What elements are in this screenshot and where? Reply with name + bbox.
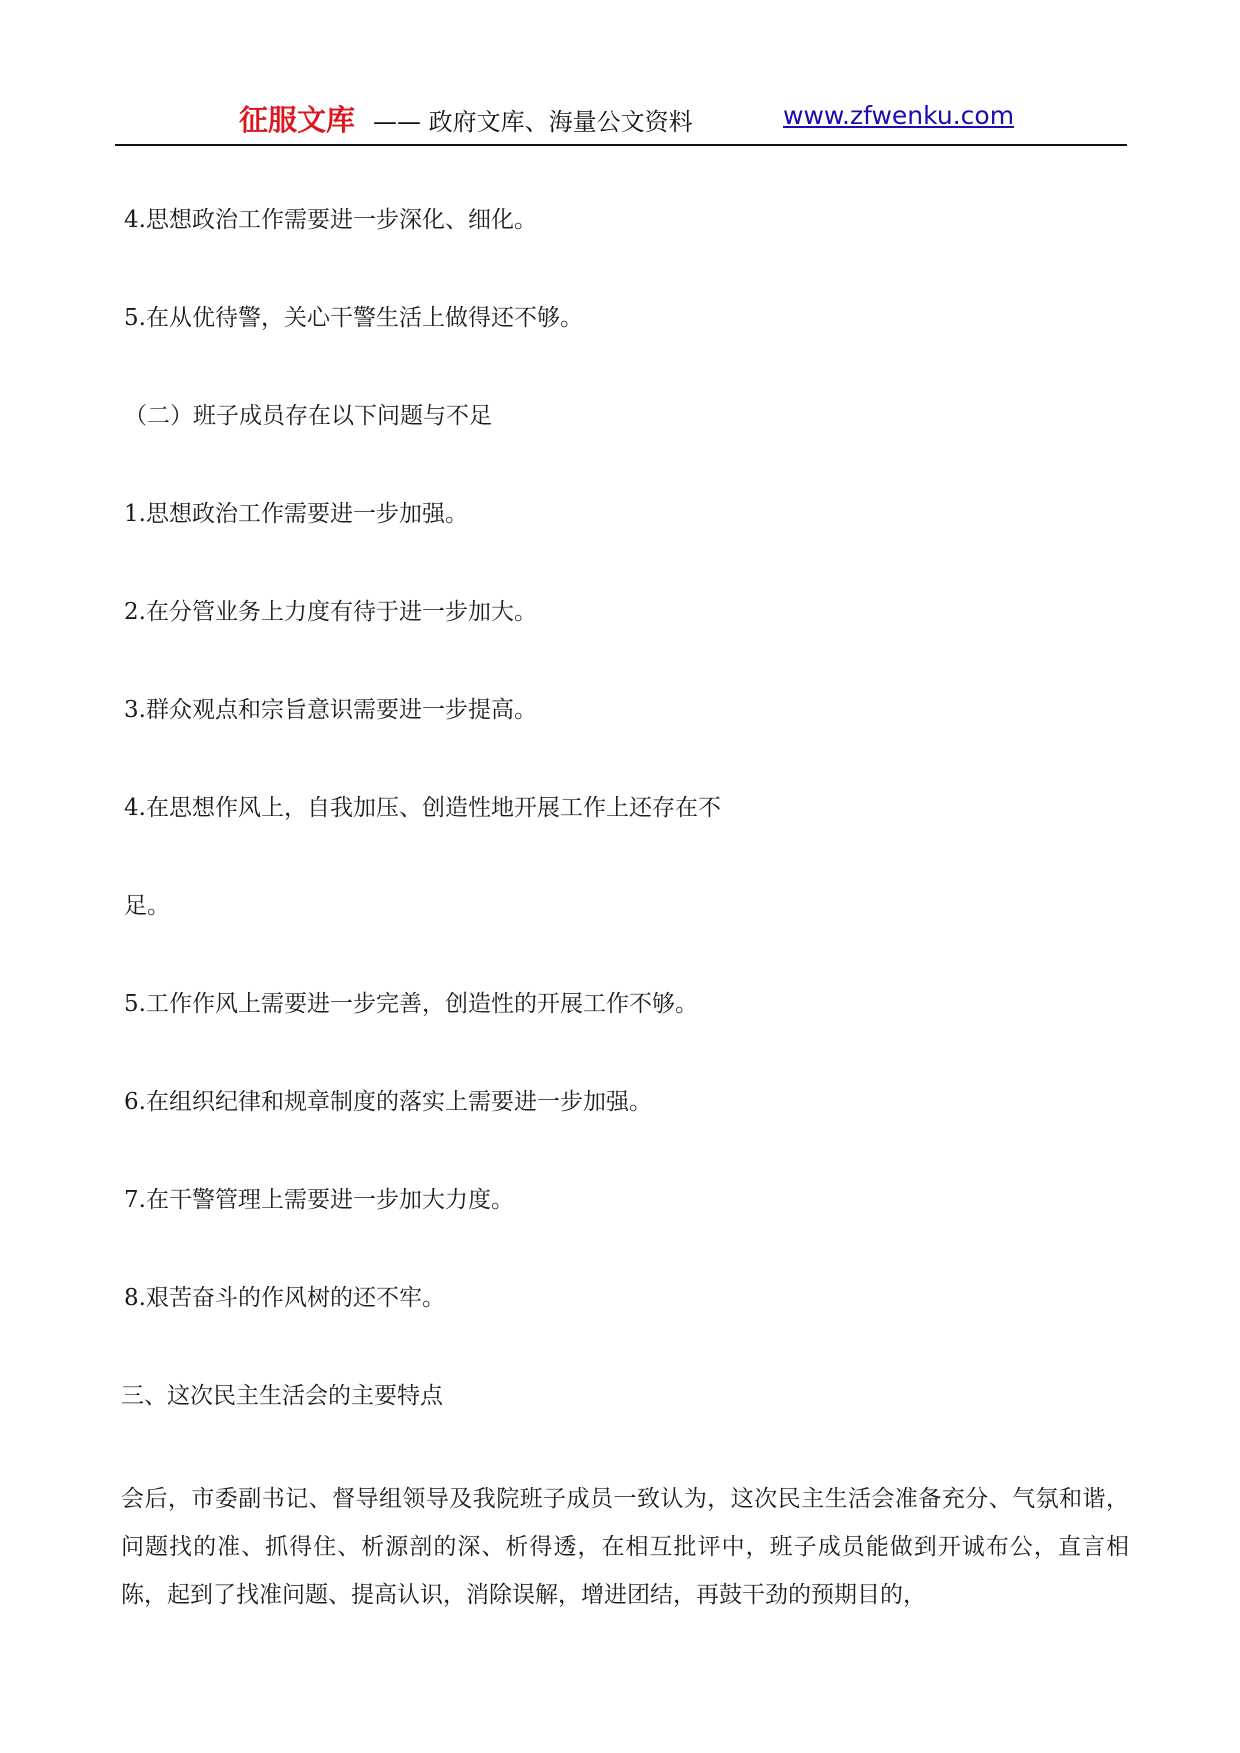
list-item: 3.群众观点和宗旨意识需要进一步提高。 xyxy=(124,697,537,723)
list-item: 4.思想政治工作需要进一步深化、细化。 xyxy=(124,207,537,233)
header-tagline: —— 政府文库、海量公文资料 xyxy=(373,108,693,136)
list-item-continuation: 足。 xyxy=(124,893,170,919)
list-item: 5.工作作风上需要进一步完善，创造性的开展工作不够。 xyxy=(124,991,698,1017)
list-item: 4.在思想作风上，自我加压、创造性地开展工作上还存在不 xyxy=(124,795,721,821)
list-item: 7.在干警管理上需要进一步加大力度。 xyxy=(124,1187,514,1213)
section-heading: 三、这次民主生活会的主要特点 xyxy=(121,1383,443,1409)
body-paragraph: 会后，市委副书记、督导组领导及我院班子成员一致认为，这次民主生活会准备充分、气氛和谐，问题找的准、抓得住、析源剖的深、析得透，在相互批评中，班子成员能做到开诚布公，直言相陈，起到了找准问题、提高认识，消除误解，增进团结，再鼓干劲的预期目的， xyxy=(121,1486,1129,1608)
section-heading: （二）班子成员存在以下问题与不足 xyxy=(124,403,492,429)
site-link[interactable]: www.zfwenku.com xyxy=(783,101,1015,130)
page-header xyxy=(115,92,1127,142)
list-item: 6.在组织纪律和规章制度的落实上需要进一步加强。 xyxy=(124,1089,652,1115)
brand-logo: 征服文库 xyxy=(239,103,356,137)
header-divider xyxy=(115,144,1127,146)
list-item: 2.在分管业务上力度有待于进一步加大。 xyxy=(124,599,537,625)
list-item: 5.在从优待警，关心干警生活上做得还不够。 xyxy=(124,305,583,331)
list-item: 1.思想政治工作需要进一步加强。 xyxy=(124,501,468,527)
list-item: 8.艰苦奋斗的作风树的还不牢。 xyxy=(124,1285,445,1311)
